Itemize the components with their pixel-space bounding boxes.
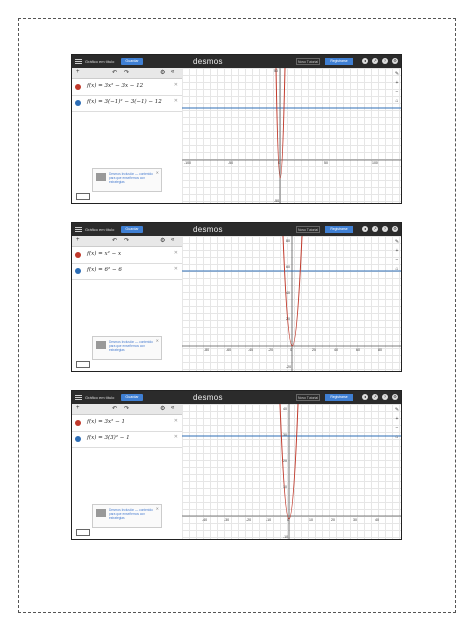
settings-icon[interactable]: ⚙ [393, 58, 397, 63]
zoom-in-icon[interactable]: + [395, 416, 399, 422]
y-tick: 10 [283, 485, 287, 489]
promo-card [92, 336, 162, 360]
add-icon[interactable]: + [76, 237, 80, 243]
expression-list [72, 404, 183, 539]
expression-toolbar [72, 404, 182, 415]
save-button[interactable]: Guardar [121, 58, 143, 65]
add-icon[interactable]: + [76, 69, 80, 75]
new-tutorial-button[interactable]: Novo Tutorial [296, 58, 320, 65]
desmos-logo: desmos [193, 225, 223, 234]
desmos-screenshot-3 [71, 390, 402, 540]
expression-text[interactable]: f(x) = 6² − 6 [87, 267, 122, 273]
graph-svg [182, 68, 402, 204]
desmos-logo: desmos [193, 57, 223, 66]
speaker-icon[interactable]: ◂ [363, 394, 366, 399]
share-icon[interactable]: ↗ [373, 226, 377, 231]
y-tick: 20 [283, 459, 287, 463]
close-icon[interactable]: ✕ [155, 506, 159, 511]
home-icon[interactable]: ⌂ [395, 434, 399, 440]
collapse-icon[interactable]: « [171, 69, 175, 75]
keyboard-icon[interactable] [76, 193, 90, 200]
graph-svg [182, 404, 402, 540]
add-icon[interactable]: + [76, 405, 80, 411]
graph-canvas[interactable] [182, 236, 401, 371]
graph-title[interactable]: Gráfico em título [85, 59, 115, 64]
x-tick: 0 [290, 348, 292, 352]
zoom-out-icon[interactable]: − [395, 89, 399, 95]
y-tick: 80 [286, 239, 290, 243]
y-tick: 60 [286, 265, 290, 269]
red-curve-icon[interactable] [75, 252, 81, 258]
x-tick: 40 [334, 348, 338, 352]
x-tick: 80 [378, 348, 382, 352]
expression-row[interactable] [72, 96, 182, 112]
graph-tools [394, 71, 400, 107]
menu-icon[interactable] [75, 58, 82, 65]
wrench-icon[interactable]: ✎ [394, 239, 400, 245]
undo-icon[interactable]: ↶ [112, 70, 118, 76]
collapse-icon[interactable]: « [171, 237, 175, 243]
delete-icon[interactable]: ✕ [173, 250, 178, 256]
gear-icon[interactable]: ⚙ [160, 238, 166, 244]
help-icon[interactable]: ? [383, 226, 387, 231]
promo-card [92, 168, 162, 192]
app-bar [72, 391, 401, 404]
zoom-in-icon[interactable]: + [395, 248, 399, 254]
y-tick: 30 [283, 433, 287, 437]
blue-curve-icon[interactable] [75, 268, 81, 274]
gear-icon[interactable]: ⚙ [160, 70, 166, 76]
home-icon[interactable]: ⌂ [395, 98, 399, 104]
x-tick: -10 [266, 518, 272, 522]
x-tick: 10 [309, 518, 313, 522]
x-tick: -30 [224, 518, 230, 522]
x-tick: -20 [246, 518, 252, 522]
graph-tools [394, 407, 400, 443]
red-curve-icon[interactable] [75, 420, 81, 426]
x-tick: 30 [353, 518, 357, 522]
expression-list [72, 68, 183, 203]
x-tick: -60 [226, 348, 232, 352]
delete-icon[interactable]: ✕ [173, 82, 178, 88]
settings-icon[interactable]: ⚙ [393, 394, 397, 399]
redo-icon[interactable]: ↷ [124, 70, 130, 76]
y-tick: -50 [274, 199, 280, 203]
desmos-logo: desmos [193, 393, 223, 402]
wrench-icon[interactable]: ✎ [394, 71, 400, 77]
x-tick: -80 [204, 348, 210, 352]
speaker-icon[interactable]: ◂ [363, 58, 366, 63]
help-icon[interactable]: ? [383, 58, 387, 63]
promo-image-icon [96, 509, 106, 517]
new-tutorial-button[interactable]: Novo Tutorial [296, 394, 320, 401]
zoom-out-icon[interactable]: − [395, 425, 399, 431]
x-tick: -40 [202, 518, 208, 522]
undo-icon[interactable]: ↶ [112, 406, 118, 412]
promo-image-icon [96, 341, 106, 349]
expression-text[interactable]: f(x) = 3(3)² − 1 [87, 435, 130, 441]
register-button[interactable]: Registrarse [325, 226, 353, 233]
expression-toolbar [72, 68, 182, 79]
expression-toolbar [72, 236, 182, 247]
x-tick: 0 [287, 518, 289, 522]
promo-text[interactable]: Desmos Inclusión — contenido para que enseñemos con estrategias [109, 172, 153, 184]
expression-text[interactable]: f(x) = 3x² − 1 [87, 419, 125, 425]
app-bar [72, 55, 401, 68]
wrench-icon[interactable]: ✎ [394, 407, 400, 413]
delete-icon[interactable]: ✕ [173, 434, 178, 440]
y-tick: -20 [286, 365, 292, 369]
keyboard-icon[interactable] [76, 361, 90, 368]
blue-curve-icon[interactable] [75, 436, 81, 442]
expression-row[interactable] [72, 416, 182, 432]
menu-icon[interactable] [75, 226, 82, 233]
redo-icon[interactable]: ↷ [124, 238, 130, 244]
close-icon[interactable]: ✕ [155, 338, 159, 343]
graph-canvas[interactable] [182, 404, 401, 539]
graph-svg [182, 236, 402, 372]
graph-tools [394, 239, 400, 275]
x-tick: 100 [372, 161, 378, 165]
save-button[interactable]: Guardar [121, 226, 143, 233]
expression-text[interactable]: f(x) = 3x² − 3x − 12 [87, 83, 144, 89]
settings-icon[interactable]: ⚙ [393, 226, 397, 231]
y-tick: 50 [274, 69, 278, 73]
x-tick: -50 [228, 161, 234, 165]
expression-text[interactable]: f(x) = 3(−1)² − 3(−1) − 12 [87, 99, 162, 105]
expression-row[interactable] [72, 432, 182, 448]
save-button[interactable]: Guardar [121, 394, 143, 401]
delete-icon[interactable]: ✕ [173, 98, 178, 104]
delete-icon[interactable]: ✕ [173, 266, 178, 272]
undo-icon[interactable]: ↶ [112, 238, 118, 244]
y-tick: -10 [283, 535, 289, 539]
red-curve-icon[interactable] [75, 84, 81, 90]
zoom-in-icon[interactable]: + [395, 80, 399, 86]
blue-curve-icon[interactable] [75, 100, 81, 106]
menu-icon[interactable] [75, 394, 82, 401]
home-icon[interactable]: ⌂ [395, 266, 399, 272]
expression-list [72, 236, 183, 371]
graph-title[interactable]: Gráfico em título [85, 395, 115, 400]
promo-text[interactable]: Desmos Inclusión — contenido para que enseñemos con estrategias [109, 340, 153, 352]
promo-text[interactable]: Desmos Inclusión — contenido para que enseñemos con estrategias [109, 508, 153, 520]
app-bar [72, 223, 401, 236]
expression-row[interactable] [72, 248, 182, 264]
expression-text[interactable]: f(x) = x² − x [87, 251, 122, 257]
zoom-out-icon[interactable]: − [395, 257, 399, 263]
graph-canvas[interactable] [182, 68, 401, 203]
expression-row[interactable] [72, 264, 182, 280]
collapse-icon[interactable]: « [171, 405, 175, 411]
x-tick: 20 [312, 348, 316, 352]
expression-row[interactable] [72, 80, 182, 96]
share-icon[interactable]: ↗ [373, 58, 377, 63]
speaker-icon[interactable]: ◂ [363, 226, 366, 231]
new-tutorial-button[interactable]: Novo Tutorial [296, 226, 320, 233]
register-button[interactable]: Registrarse [325, 394, 353, 401]
y-tick: 40 [283, 407, 287, 411]
promo-card [92, 504, 162, 528]
close-icon[interactable]: ✕ [155, 170, 159, 175]
x-tick: -40 [248, 348, 254, 352]
desmos-screenshot-1 [71, 54, 402, 204]
desmos-screenshot-2 [71, 222, 402, 372]
x-tick: 50 [324, 161, 328, 165]
x-tick: 0 [278, 161, 280, 165]
x-tick: -20 [268, 348, 274, 352]
x-tick: 20 [331, 518, 335, 522]
register-button[interactable]: Registrarse [325, 58, 353, 65]
keyboard-icon[interactable] [76, 529, 90, 536]
help-icon[interactable]: ? [383, 394, 387, 399]
promo-image-icon [96, 173, 106, 181]
redo-icon[interactable]: ↷ [124, 406, 130, 412]
x-tick: 40 [375, 518, 379, 522]
x-tick: -100 [184, 161, 192, 165]
y-tick: 20 [286, 317, 290, 321]
y-tick: 40 [286, 291, 290, 295]
delete-icon[interactable]: ✕ [173, 418, 178, 424]
x-tick: 60 [356, 348, 360, 352]
graph-title[interactable]: Gráfico em título [85, 227, 115, 232]
gear-icon[interactable]: ⚙ [160, 406, 166, 412]
share-icon[interactable]: ↗ [373, 394, 377, 399]
